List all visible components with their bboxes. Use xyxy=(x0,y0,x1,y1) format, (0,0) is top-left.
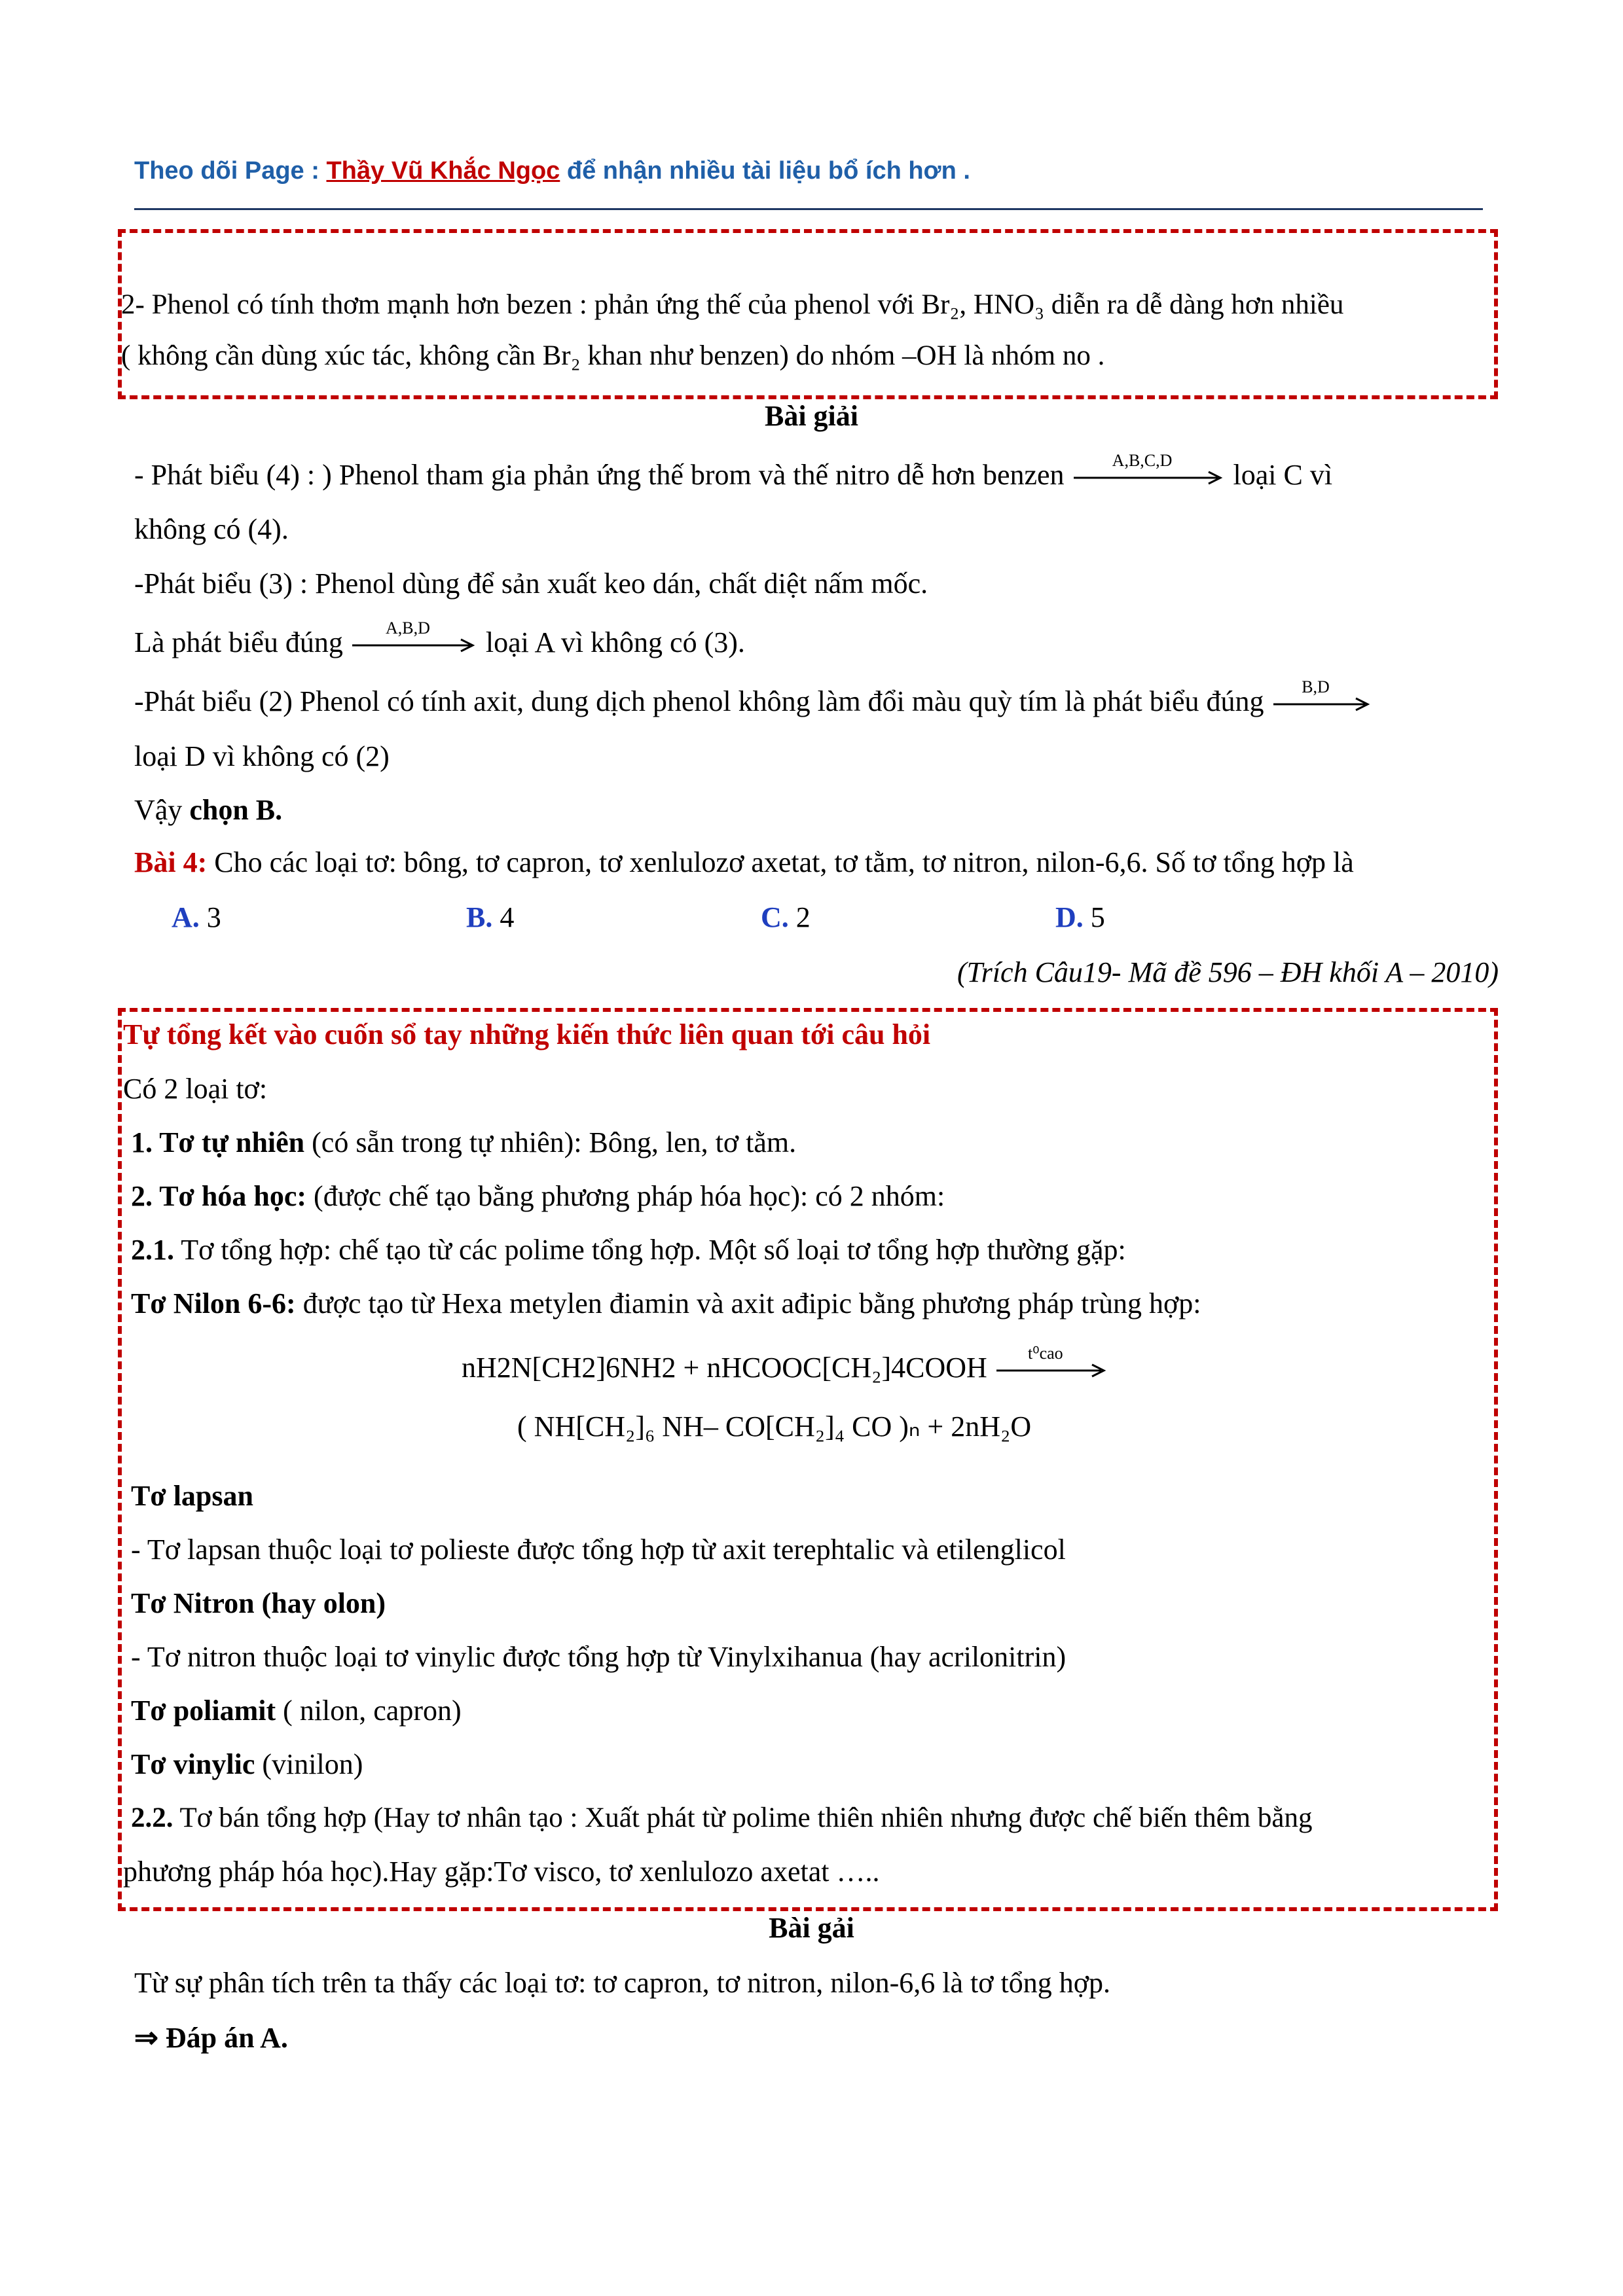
sol1-p1-text: - Phát biểu (4) : ) Phenol tham gia phản ứng thế brom và thế nitro dễ hơn benzen xyxy=(134,459,1065,491)
summary-l2 xyxy=(131,1126,796,1160)
arrow-abcd xyxy=(1074,450,1224,486)
sol1-p4b: loại D vì không có (2) xyxy=(134,740,390,772)
summary-l8: Tơ Nitron (hay olon) xyxy=(131,1587,386,1619)
solution2-title: Bài gải xyxy=(769,1912,854,1944)
option-key: C. xyxy=(761,901,789,933)
option-value: 4 xyxy=(492,901,515,933)
sol1-p5-text: Vậy xyxy=(134,794,190,826)
term: 2. Tơ hóa học: xyxy=(131,1180,307,1212)
question-text: Cho các loại tơ: bông, tơ capron, tơ xenlulozơ axetat, tơ tằm, tơ nitron, nilon-6,6. Số tơ tổng hợp là xyxy=(207,846,1354,878)
option-value: 3 xyxy=(199,901,221,933)
sol2-p1: Từ sự phân tích trên ta thấy các loại tơ: tơ capron, tơ nitron, nilon-6,6 là tơ tổng hợp. xyxy=(134,1967,1111,1999)
term: 1. Tơ tự nhiên xyxy=(131,1126,305,1158)
right-arrow-icon xyxy=(1074,470,1224,486)
arrow-abd xyxy=(352,618,477,653)
summary-l6: Tơ lapsan xyxy=(131,1480,253,1512)
option-value: 5 xyxy=(1083,901,1105,933)
definition: Tơ tổng hợp: chế tạo từ các polime tổng hợp. Một số loại tơ tổng hợp thường gặp: xyxy=(174,1234,1126,1266)
definition: (được chế tạo bằng phương pháp hóa học): có 2 nhóm: xyxy=(306,1180,945,1212)
right-arrow-icon xyxy=(352,637,477,653)
sol1-p1-tail: loại C vì xyxy=(1233,459,1333,491)
sol1-p4 xyxy=(134,677,1381,719)
option-key: D. xyxy=(1055,901,1084,933)
header-prefix: Theo dõi Page : xyxy=(134,157,327,185)
option-b[interactable] xyxy=(466,901,514,935)
term: 2.1. xyxy=(131,1234,174,1266)
option-value: 2 xyxy=(788,901,811,933)
summary-l5 xyxy=(131,1287,1201,1321)
sol1-p2: -Phát biểu (3) : Phenol dùng để sản xuất keo dán, chất diệt nấm mốc. xyxy=(134,567,928,600)
sol1-p1 xyxy=(134,450,1499,493)
term: 2.2. xyxy=(131,1803,173,1833)
arrow-label: A,B,C,D xyxy=(1112,450,1173,470)
term: Tơ Nilon 6-6: xyxy=(131,1287,296,1319)
box1-line2: ( không cần dùng xúc tác, không cần Br₂ khan như benzen) do nhóm –OH là nhóm no . xyxy=(121,340,1105,371)
sol2-answer: ⇒ Đáp án A. xyxy=(134,2022,288,2054)
question-source: (Trích Câu19- Mã đề 596 – ĐH khối A – 2010) xyxy=(957,956,1499,988)
summary-l11 xyxy=(131,1748,363,1782)
summary-l12 xyxy=(131,1801,1312,1835)
arrow-label: A,B,D xyxy=(385,618,430,637)
box1-line1: 2- Phenol có tính thơm mạnh hơn bezen : phản ứng thế của phenol với Br₂, HNO₃ diễn ra dễ dàng hơn nhiều xyxy=(121,289,1344,320)
page-header xyxy=(134,157,1483,185)
equation-text: nH2N[CH2]6NH2 + nHCOOC[CH₂]4COOH xyxy=(462,1352,987,1384)
summary-l7: - Tơ lapsan thuộc loại tơ polieste được tổng hợp từ axit terephtalic và etilenglicol xyxy=(131,1534,1066,1566)
equation-2: ( NH[CH₂]₆ NH– CO[CH₂]₄ CO )ₙ + 2nH₂O xyxy=(517,1410,1032,1443)
header-link[interactable]: Thầy Vũ Khắc Ngọc xyxy=(326,157,560,185)
option-a[interactable] xyxy=(172,901,221,935)
sol1-p4-text: -Phát biểu (2) Phenol có tính axit, dung dịch phenol không làm đổi màu quỳ tím là phát biểu đúng xyxy=(134,685,1264,717)
definition: được tạo từ Hexa metylen điamin và axit ađipic bằng phương pháp trùng hợp: xyxy=(295,1287,1201,1319)
option-c[interactable] xyxy=(761,901,811,935)
option-key: A. xyxy=(172,901,200,933)
question-4 xyxy=(134,846,1354,880)
option-key: B. xyxy=(466,901,493,933)
arrow-heat xyxy=(996,1343,1108,1378)
option-d[interactable] xyxy=(1055,901,1105,935)
header-suffix: để nhận nhiều tài liệu bổ ích hơn . xyxy=(560,157,970,185)
definition: ( nilon, capron) xyxy=(276,1695,462,1727)
solution-title: Bài giải xyxy=(764,400,859,432)
definition: (có sẵn trong tự nhiên): Bông, len, tơ tằm. xyxy=(304,1126,797,1158)
sol1-answer: chọn B. xyxy=(189,794,283,826)
summary-title: Tự tổng kết vào cuốn sổ tay những kiến thức liên quan tới câu hỏi xyxy=(123,1018,931,1050)
summary-l4 xyxy=(131,1233,1126,1268)
question-label: Bài 4: xyxy=(134,846,208,878)
arrow-label: B,D xyxy=(1302,677,1330,696)
arrow-label: t⁰cao xyxy=(1027,1343,1063,1363)
definition: (vinilon) xyxy=(255,1748,363,1780)
sol1-p1c: không có (4). xyxy=(134,513,289,545)
term: Tơ vinylic xyxy=(131,1748,255,1780)
arrow-bd xyxy=(1273,677,1372,712)
summary-l10 xyxy=(131,1694,462,1729)
sol1-p3-tail: loại A vì không có (3). xyxy=(485,626,745,658)
header-divider xyxy=(134,208,1483,210)
right-arrow-icon xyxy=(1273,696,1372,712)
equation-1 xyxy=(462,1343,1117,1386)
summary-l9: - Tơ nitron thuộc loại tơ vinylic được tổng hợp từ Vinylxihanua (hay acrilonitrin) xyxy=(131,1641,1067,1673)
sol1-p3 xyxy=(134,618,745,660)
summary-l3 xyxy=(131,1179,945,1214)
right-arrow-icon xyxy=(996,1363,1108,1378)
summary-l1: Có 2 loại tơ: xyxy=(123,1073,268,1105)
term: Tơ poliamit xyxy=(131,1695,276,1727)
definition: Tơ bán tổng hợp (Hay tơ nhân tạo : Xuất phát từ polime thiên nhiên nhưng được chế biến thêm bằng xyxy=(173,1803,1313,1833)
sol1-p3-text: Là phát biểu đúng xyxy=(134,626,343,658)
sol1-p5 xyxy=(134,793,282,828)
summary-l13: phương pháp hóa học).Hay gặp:Tơ visco, tơ xenlulozo axetat ….. xyxy=(123,1856,880,1888)
